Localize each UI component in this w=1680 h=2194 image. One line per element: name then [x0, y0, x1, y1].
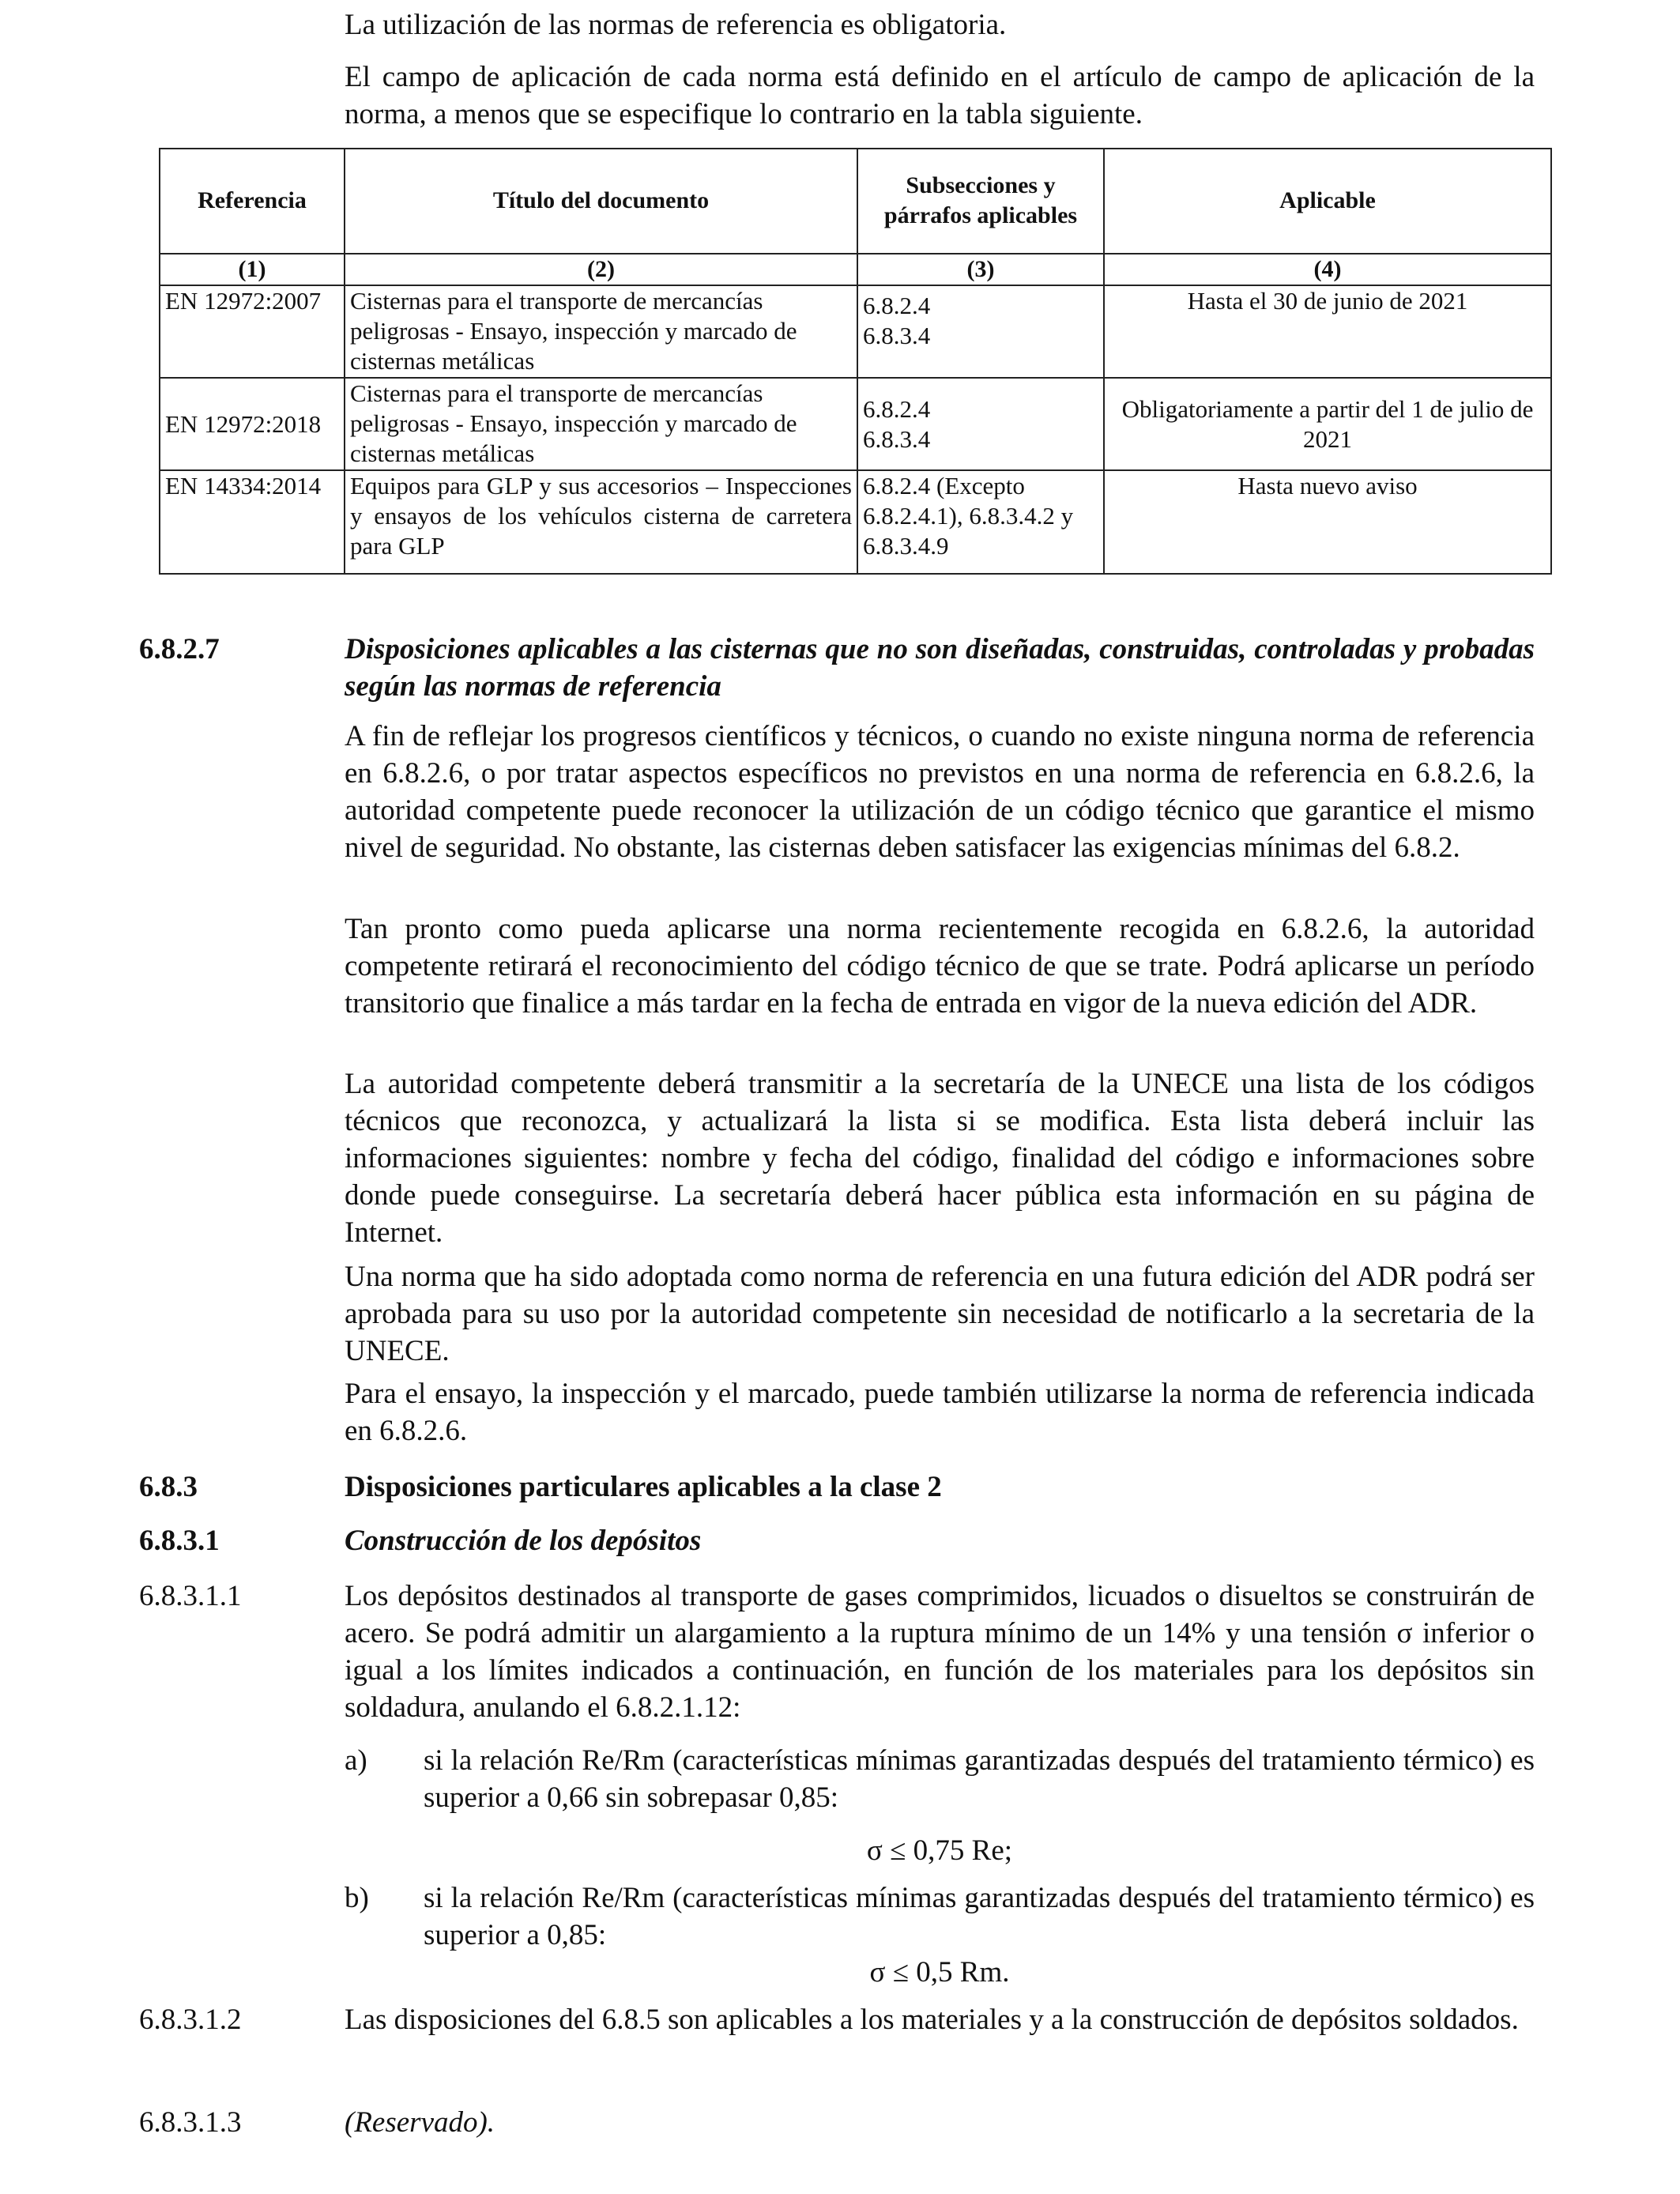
table-row	[160, 378, 1551, 470]
title-cell: Cisternas para el transporte de mercancías peligrosas - Ensayo, inspección y marcado de cisternas metálicas	[345, 285, 857, 378]
table-header-row	[160, 149, 1551, 254]
section-68313-text: (Reservado).	[345, 2106, 495, 2139]
section-6827-paragraph-3: La autoridad competente deberá transmitir a la secretaría de la UNECE una lista de los códigos técnicos que reconozca, y actualizará la lista si se modifica. Esta lista deberá incluir las informaciones siguientes: nombre y fecha del código, finalidad del código e informaciones sobre donde puede conseguirse. La secretaría deberá hacer pública esta información en su página de Internet.	[345, 1068, 1535, 1249]
table-column-number-row	[160, 254, 1551, 285]
table-row	[160, 470, 1551, 574]
reference-cell: EN 12972:2007	[160, 285, 345, 378]
applicable-cell: Obligatoriamente a partir del 1 de julio de 2021	[1104, 378, 1551, 470]
section-68312-text: Las disposiciones del 6.8.5 son aplicables a los materiales y a la construcción de depósitos soldados.	[345, 2004, 1519, 2036]
list-item-label-b: b)	[345, 1882, 369, 1914]
section-heading-683: Disposiciones particulares aplicables a la clase 2	[345, 1471, 942, 1503]
applicable-cell: Hasta nuevo aviso	[1104, 470, 1551, 574]
section-number-68313: 6.8.3.1.3	[139, 2106, 242, 2139]
reference-cell: EN 12972:2018	[160, 378, 345, 470]
title-cell: Equipos para GLP y sus accesorios – Inspecciones y ensayos de los vehículos cisterna de carretera para GLP	[345, 470, 857, 574]
subsection-item: 6.8.2.4	[863, 394, 931, 423]
section-heading-6827: Disposiciones aplicables a las cisternas que no son diseñadas, construidas, controladas y probadas según las normas de referencia	[345, 633, 1535, 703]
list-item-text-a: si la relación Re/Rm (características mínimas garantizadas después del tratamiento térmico) es superior a 0,66 sin sobrepasar 0,85:	[424, 1744, 1535, 1814]
section-6827-paragraph-4: Una norma que ha sido adoptada como norma de referencia en una futura edición del ADR podrá ser aprobada para su uso por la autoridad competente sin necesidad de notificarlo a la secretaria de la UNECE.	[345, 1261, 1535, 1367]
header-titulo: Título del documento	[345, 149, 857, 254]
section-number-68311: 6.8.3.1.1	[139, 1580, 242, 1612]
list-item-label-a: a)	[345, 1744, 367, 1777]
subsections-cell	[857, 285, 1104, 378]
subsections-cell: 6.8.2.4 (Excepto 6.8.2.4.1), 6.8.3.4.2 y 6.8.3.4.9	[857, 470, 1104, 574]
list-item-text-b: si la relación Re/Rm (características mínimas garantizadas después del tratamiento térmico) es superior a 0,85:	[424, 1882, 1535, 1951]
formula-b: σ ≤ 0,5 Rm.	[869, 1956, 1010, 1989]
subsections-cell	[857, 378, 1104, 470]
intro-paragraph-1: La utilización de las normas de referencia es obligatoria.	[345, 9, 1007, 41]
section-number-68312: 6.8.3.1.2	[139, 2004, 242, 2036]
section-heading-6831: Construcción de los depósitos	[345, 1525, 702, 1557]
reference-cell: EN 14334:2014	[160, 470, 345, 574]
subsection-item: 6.8.3.4	[863, 322, 931, 350]
column-number: (4)	[1104, 254, 1551, 285]
column-number: (1)	[160, 254, 345, 285]
column-number: (3)	[857, 254, 1104, 285]
reference-standards-table	[159, 148, 1552, 575]
section-6827-paragraph-5: Para el ensayo, la inspección y el marcado, puede también utilizarse la norma de referencia indicada en 6.8.2.6.	[345, 1378, 1535, 1447]
header-subsecciones: Subsecciones y párrafos aplicables	[857, 149, 1104, 254]
section-number-6831: 6.8.3.1	[139, 1525, 220, 1557]
title-cell: Cisternas para el transporte de mercancías peligrosas - Ensayo, inspección y marcado de cisternas metálicas	[345, 378, 857, 470]
header-aplicable: Aplicable	[1104, 149, 1551, 254]
formula-a: σ ≤ 0,75 Re;	[866, 1834, 1013, 1867]
section-number-6827: 6.8.2.7	[139, 633, 220, 665]
intro-paragraph-2: El campo de aplicación de cada norma está definido en el artículo de campo de aplicación de la norma, a menos que se especifique lo contrario en la tabla siguiente.	[345, 61, 1535, 130]
table-row	[160, 285, 1551, 378]
section-6827-paragraph-1: A fin de reflejar los progresos científicos y técnicos, o cuando no existe ninguna norma de referencia en 6.8.2.6, o por tratar aspectos específicos no previstos en una norma de referencia en 6.8.2.6, la autoridad competente puede reconocer la utilización de un código técnico que garantice el mismo nivel de seguridad. No obstante, las cisternas deben satisfacer las exigencias mínimas del 6.8.2.	[345, 720, 1535, 864]
subsection-item: 6.8.2.4	[863, 292, 931, 320]
subsection-item: 6.8.3.4	[863, 424, 931, 453]
section-number-683: 6.8.3	[139, 1471, 198, 1503]
header-referencia: Referencia	[160, 149, 345, 254]
section-6827-paragraph-2: Tan pronto como pueda aplicarse una norma recientemente recogida en 6.8.2.6, la autoridad competente retirará el reconocimiento del código técnico de que se trate. Podrá aplicarse un período transitorio que finalice a más tardar en la fecha de entrada en vigor de la nueva edición del ADR.	[345, 913, 1535, 1020]
column-number: (2)	[345, 254, 857, 285]
applicable-cell: Hasta el 30 de junio de 2021	[1104, 285, 1551, 378]
section-68311-text: Los depósitos destinados al transporte de gases comprimidos, licuados o disueltos se construirán de acero. Se podrá admitir un alargamiento a la ruptura mínimo de un 14% y una tensión σ inferior o igual a los límites indicados a continuación, en función de los materiales para los depósitos sin soldadura, anulando el 6.8.2.1.12:	[345, 1580, 1535, 1724]
